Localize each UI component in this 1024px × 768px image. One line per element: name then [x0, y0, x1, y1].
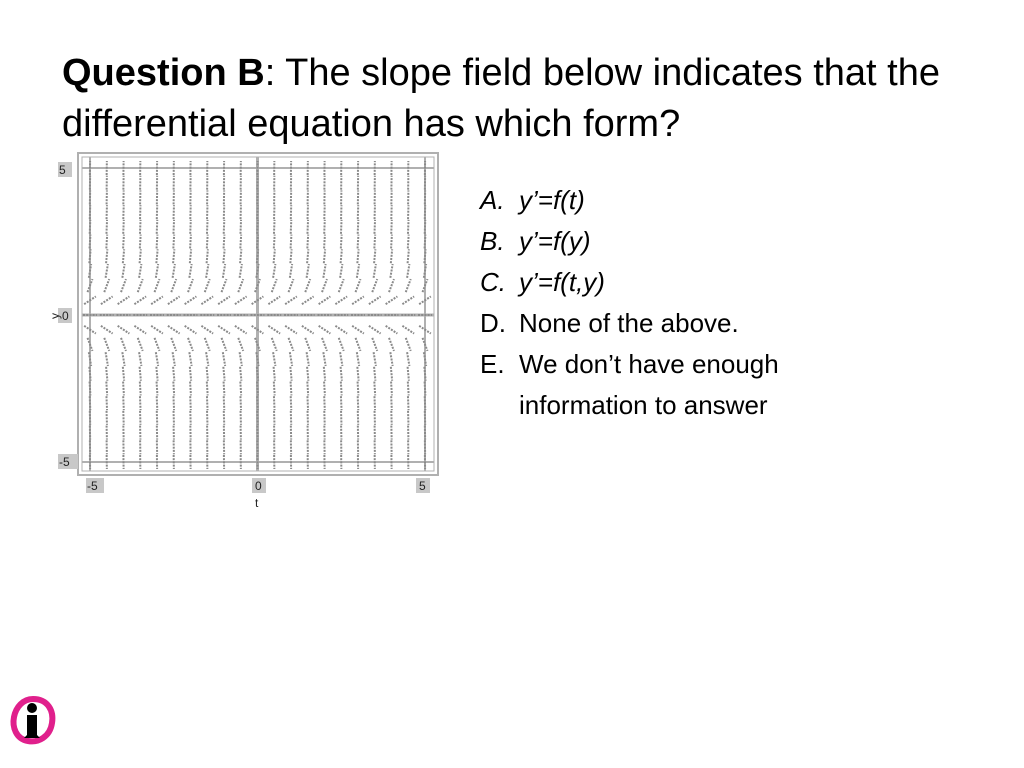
slope-segment [122, 352, 124, 366]
slope-segment [268, 296, 280, 304]
slope-segment [356, 279, 361, 292]
slope-segment [151, 296, 163, 304]
option-letter: D. [480, 308, 506, 338]
slope-segment [285, 296, 297, 304]
slope-segment [391, 220, 392, 234]
slope-segment [106, 235, 107, 249]
slope-segment [390, 264, 392, 278]
slope-segment [140, 367, 141, 381]
slope-segment [224, 396, 225, 410]
slope-segment [289, 279, 294, 292]
slope-segment [319, 296, 331, 304]
slope-segment [291, 396, 292, 410]
question-text: The slope field below indicates that the differential equation has which form? [62, 52, 940, 145]
slope-segment [323, 264, 325, 278]
slope-segment [140, 249, 141, 263]
slope-segment [290, 367, 291, 381]
slope-segment [389, 279, 394, 292]
slope-segment [106, 220, 107, 234]
slope-segment [190, 396, 191, 410]
slope-segment [190, 382, 191, 396]
slope-segment [322, 279, 327, 292]
slope-segment [324, 382, 325, 396]
slope-segment [322, 338, 327, 351]
y-tick-label-top: 5 [59, 163, 66, 177]
slope-segment [274, 220, 275, 234]
slope-segment [104, 338, 109, 351]
slope-segment [374, 382, 375, 396]
slope-segment [101, 326, 113, 334]
slope-segment [173, 396, 174, 410]
slope-segment [374, 352, 376, 366]
slope-segment [185, 326, 197, 334]
slope-segment [207, 367, 208, 381]
slope-segment [341, 396, 342, 410]
slope-segment [207, 396, 208, 410]
slope-segment [206, 264, 208, 278]
slope-segment [104, 279, 109, 292]
slope-segment [157, 220, 158, 234]
slope-segment [173, 220, 174, 234]
slope-segment [341, 367, 342, 381]
x-tick-labels [86, 478, 430, 510]
slope-segment [138, 279, 143, 292]
slope-segment [222, 279, 227, 292]
slope-segment [402, 296, 414, 304]
slope-segment [223, 264, 225, 278]
slope-segment [340, 264, 342, 278]
slope-segment [307, 249, 308, 263]
slope-segment [173, 382, 174, 396]
slope-segment [374, 396, 375, 410]
slope-segment [285, 326, 297, 334]
slope-segment [323, 352, 325, 366]
slope-segment [274, 382, 275, 396]
slope-segment [335, 326, 347, 334]
slope-segment [106, 396, 107, 410]
slope-segment [139, 352, 141, 366]
x-tick-label-right: 5 [419, 479, 426, 493]
slope-segment [207, 220, 208, 234]
slope-segment [356, 338, 361, 351]
slope-segment [407, 264, 409, 278]
slope-segment [173, 352, 175, 366]
slope-segment [123, 396, 124, 410]
slope-segment [190, 235, 191, 249]
slope-segment [235, 296, 247, 304]
answer-option[interactable] [480, 262, 900, 303]
slope-segment [372, 279, 377, 292]
slope-segment [123, 220, 124, 234]
answer-options [480, 180, 900, 426]
slope-segment [290, 249, 291, 263]
option-letter: A. [480, 185, 505, 215]
slope-segment [188, 338, 193, 351]
slope-segment [118, 296, 130, 304]
slope-segment [106, 352, 108, 366]
slope-segment [408, 382, 409, 396]
slope-segment [374, 249, 375, 263]
slope-segment [340, 352, 342, 366]
slope-segment [123, 249, 124, 263]
slope-segment [173, 235, 174, 249]
slope-segment [335, 296, 347, 304]
slope-segment [185, 296, 197, 304]
slope-segment [290, 352, 292, 366]
slope-segment [357, 249, 358, 263]
slope-segment [121, 338, 126, 351]
option-text: y’=f(t,y) [519, 267, 605, 297]
slope-segment [406, 279, 411, 292]
logo-head [27, 703, 37, 713]
slope-segment [374, 367, 375, 381]
slope-segment [324, 367, 325, 381]
slope-segment [140, 396, 141, 410]
slope-segment [118, 326, 130, 334]
option-letter: E. [480, 349, 505, 379]
slope-segment [188, 279, 193, 292]
option-text: y’=f(t) [519, 185, 585, 215]
slope-segment [369, 296, 381, 304]
slope-segment [240, 367, 241, 381]
slope-segment [305, 338, 310, 351]
slope-segment [290, 264, 292, 278]
slope-segment [391, 235, 392, 249]
slope-segment [324, 220, 325, 234]
answer-option[interactable] [480, 303, 900, 344]
slope-segment [268, 326, 280, 334]
slope-segment [123, 235, 124, 249]
slope-segment [289, 338, 294, 351]
slope-segment [408, 235, 409, 249]
slope-segment [157, 396, 158, 410]
slope-segment [189, 352, 191, 366]
slope-segment [274, 396, 275, 410]
slope-segment [190, 367, 191, 381]
slope-segment [374, 264, 376, 278]
slope-segment [190, 249, 191, 263]
slope-segment [358, 382, 359, 396]
y-tick-label-bottom: -5 [59, 455, 70, 469]
slope-segment [190, 220, 191, 234]
question-title [62, 48, 962, 150]
question-label: Question B [62, 52, 265, 94]
slope-segment [302, 326, 314, 334]
slope-segment [218, 326, 230, 334]
slope-segment [151, 326, 163, 334]
slope-segment [224, 235, 225, 249]
slope-segment [223, 367, 224, 381]
slope-segment [224, 220, 225, 234]
slope-segment [307, 220, 308, 234]
slope-segment [240, 235, 241, 249]
slope-segment [274, 235, 275, 249]
slope-segment [168, 296, 180, 304]
slope-segment [324, 396, 325, 410]
option-text: None of the above. [519, 308, 739, 338]
slope-segment [157, 382, 158, 396]
slope-segment [156, 249, 157, 263]
slope-segment [205, 279, 210, 292]
slope-segment [189, 264, 191, 278]
slope-segment [238, 338, 243, 351]
answer-option[interactable] [480, 180, 900, 221]
slope-segment [171, 338, 176, 351]
slope-segment [155, 338, 160, 351]
slope-segment [274, 249, 275, 263]
slope-segment [341, 235, 342, 249]
slope-segment [291, 235, 292, 249]
slope-segment [240, 264, 242, 278]
slope-segment [408, 396, 409, 410]
slope-segment [302, 296, 314, 304]
slope-segment [374, 220, 375, 234]
slope-segment [138, 338, 143, 351]
y-axis-label: y [48, 313, 62, 319]
slope-segment [240, 220, 241, 234]
slope-segment [341, 220, 342, 234]
slope-segment [352, 326, 364, 334]
slope-segment [173, 264, 175, 278]
slope-segment [240, 382, 241, 396]
slope-segment [408, 367, 409, 381]
slope-field-plot [50, 150, 450, 515]
slope-segment [240, 396, 241, 410]
slope-segment [173, 249, 174, 263]
slope-segment [307, 382, 308, 396]
slope-segment [123, 367, 124, 381]
slope-segment [358, 396, 359, 410]
slope-segment [240, 249, 241, 263]
slope-segment [408, 220, 409, 234]
slope-segment [206, 352, 208, 366]
slope-segment [391, 249, 392, 263]
option-text: We don’t have enough information to answer [519, 349, 779, 420]
slope-segment [307, 352, 309, 366]
slope-segment [207, 249, 208, 263]
info-person-icon [10, 695, 56, 747]
slope-segment [238, 279, 243, 292]
slope-segment [307, 264, 309, 278]
slope-segment [235, 326, 247, 334]
slope-segment [134, 296, 146, 304]
option-letter: C. [480, 267, 506, 297]
slope-segment [156, 352, 158, 366]
slope-segment [386, 326, 398, 334]
question-colon: : [264, 52, 276, 94]
slope-segment [357, 367, 358, 381]
slope-segment [352, 296, 364, 304]
slope-segment [391, 367, 392, 381]
slope-segment [406, 338, 411, 351]
slope-segment [402, 326, 414, 334]
slope-segment [273, 352, 275, 366]
slope-segment [319, 326, 331, 334]
slope-segment [240, 352, 242, 366]
slope-segment [140, 220, 141, 234]
slope-segment [291, 382, 292, 396]
slope-segment [307, 367, 308, 381]
slope-segment [223, 249, 224, 263]
slope-segment [358, 235, 359, 249]
slope-segment [101, 296, 113, 304]
x-tick-label-left: -5 [87, 479, 98, 493]
slope-segment [358, 220, 359, 234]
slope-segment [205, 338, 210, 351]
slope-segment [408, 249, 409, 263]
slope-segment [134, 326, 146, 334]
slope-segment [218, 296, 230, 304]
slope-segment [121, 279, 126, 292]
slope-segment [168, 326, 180, 334]
slope-segment [339, 279, 344, 292]
slope-segment [357, 352, 359, 366]
y-tick-labels [48, 162, 78, 469]
slope-segment [272, 279, 277, 292]
slope-segment [274, 367, 275, 381]
slope-segment [390, 352, 392, 366]
slope-segment [407, 352, 409, 366]
slope-segment [339, 338, 344, 351]
slope-segment [324, 249, 325, 263]
slope-segment [223, 352, 225, 366]
slope-segment [357, 264, 359, 278]
slope-segment [123, 382, 124, 396]
slope-segment [307, 396, 308, 410]
x-axis-label: t [255, 496, 259, 510]
slope-segment [391, 396, 392, 410]
slope-segment [207, 235, 208, 249]
slope-segment [140, 382, 141, 396]
slope-segment [156, 367, 157, 381]
slope-segment [155, 279, 160, 292]
slope-segment [305, 279, 310, 292]
slope-segment [106, 249, 107, 263]
option-letter: B. [480, 226, 505, 256]
slope-segment [106, 367, 107, 381]
slope-segment [156, 264, 158, 278]
slope-segment [389, 338, 394, 351]
slope-segment [106, 264, 108, 278]
slope-segment [386, 296, 398, 304]
answer-option[interactable] [480, 344, 900, 426]
slope-segment [201, 326, 213, 334]
answer-option[interactable] [480, 221, 900, 262]
slope-segment [341, 382, 342, 396]
slope-segment [272, 338, 277, 351]
slope-segment [222, 338, 227, 351]
slope-segment [106, 382, 107, 396]
slope-segment [391, 382, 392, 396]
option-text: y’=f(y) [519, 226, 591, 256]
slope-segment [171, 279, 176, 292]
slope-segment [291, 220, 292, 234]
slope-segment [307, 235, 308, 249]
slope-segment [224, 382, 225, 396]
slope-segment [122, 264, 124, 278]
slope-segment [341, 249, 342, 263]
slope-segment [273, 264, 275, 278]
slope-segment [201, 296, 213, 304]
slope-segment [374, 235, 375, 249]
slope-segment [139, 264, 141, 278]
y-tick-label-mid: 0 [62, 309, 69, 323]
slope-segment [324, 235, 325, 249]
slope-segment [140, 235, 141, 249]
x-tick-label-mid: 0 [255, 479, 262, 493]
slope-segment [372, 338, 377, 351]
slope-segment [157, 235, 158, 249]
slope-segment [207, 382, 208, 396]
logo-body [24, 715, 40, 738]
slope-segment [173, 367, 174, 381]
slope-segment [369, 326, 381, 334]
